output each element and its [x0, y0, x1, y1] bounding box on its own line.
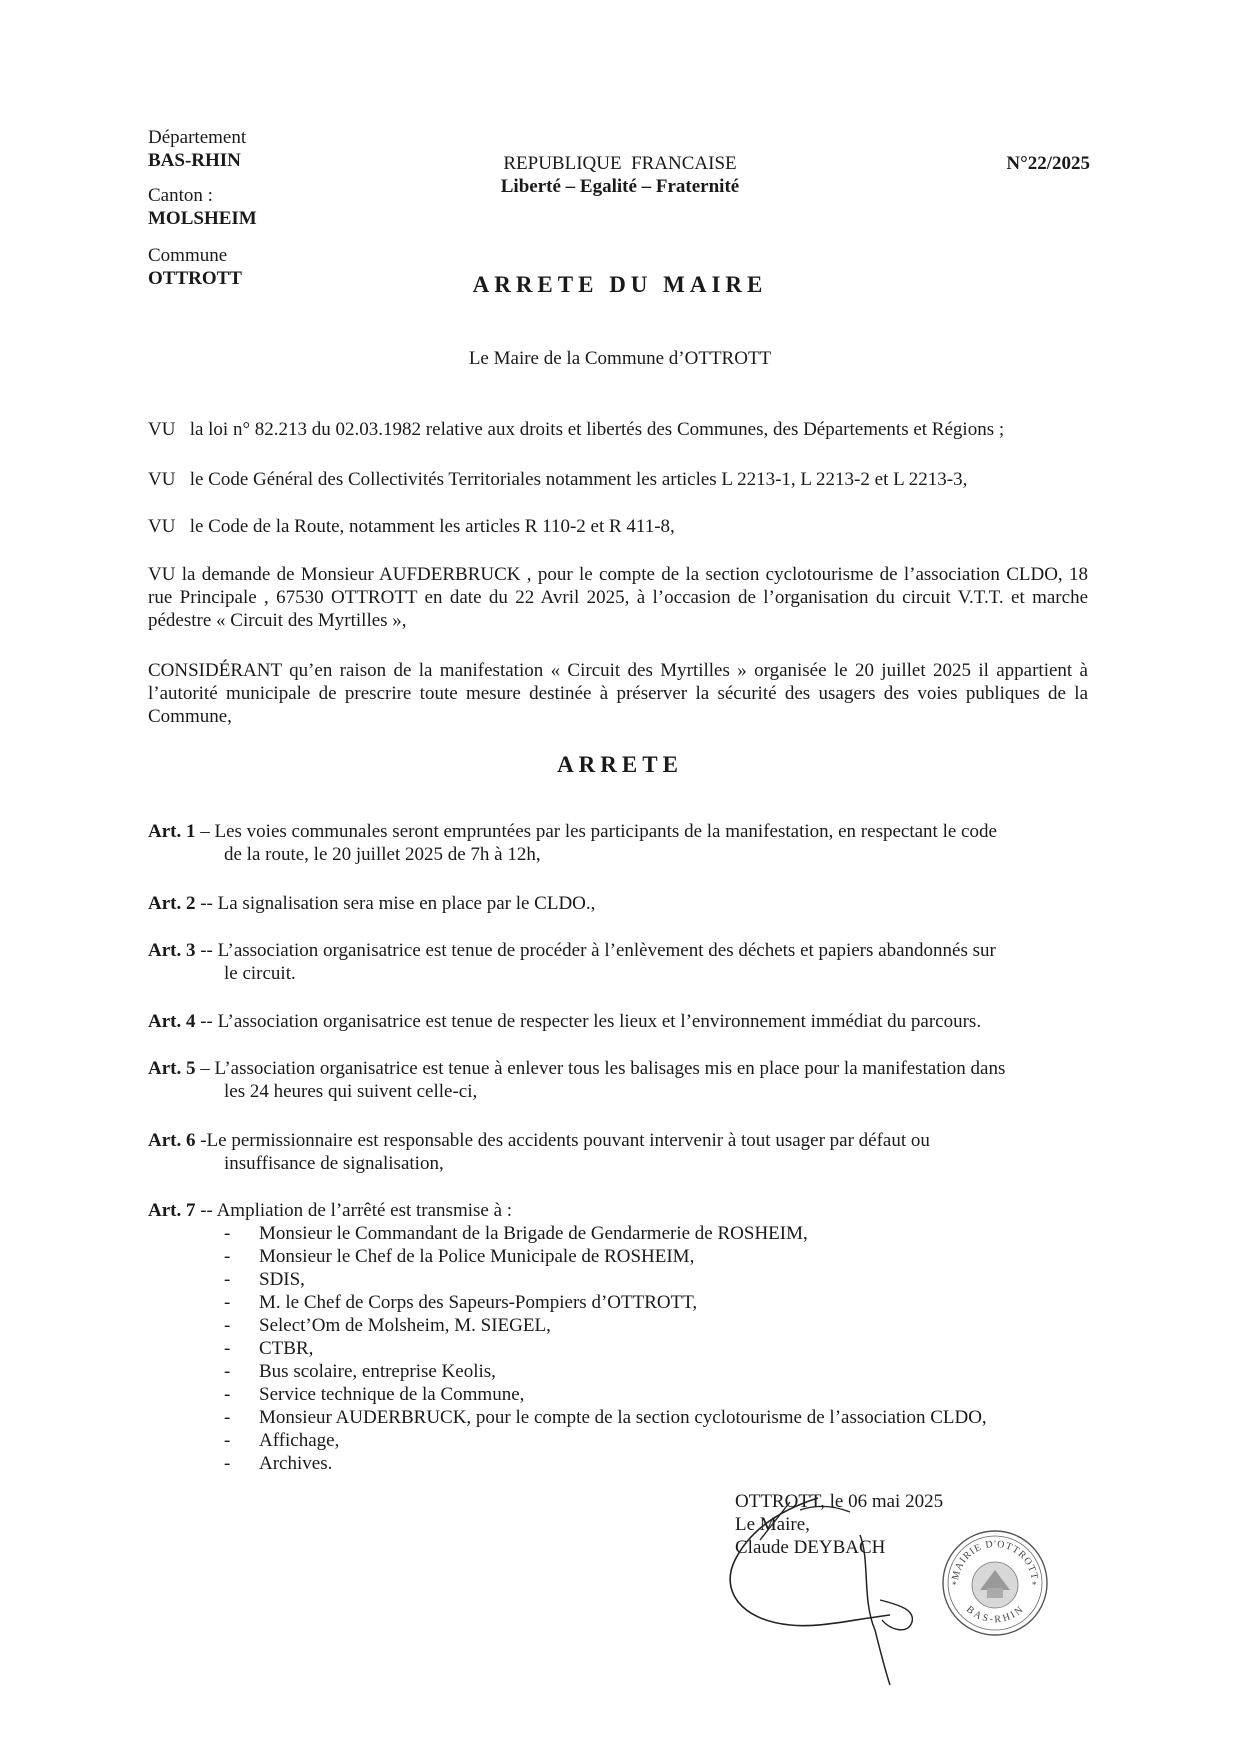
list-item: - Monsieur le Chef de la Police Municipale de ROSHEIM, [224, 1246, 695, 1267]
canton-label: Canton : [148, 185, 213, 206]
article-text: -- L’association organisatrice est tenue de respecter les lieux et l’environnement immédiat du parcours. [195, 1011, 982, 1032]
article-text-continued: le circuit. [224, 963, 296, 984]
commune-label: Commune [148, 245, 228, 266]
article-text: -- L’association organisatrice est tenue de procéder à l’enlèvement des déchets et papiers abandonnés sur [195, 940, 996, 961]
article [148, 892, 1088, 915]
place-date: OTTROTT, le 06 mai 2025 [735, 1491, 944, 1512]
list-item: - Service technique de la Commune, [224, 1384, 525, 1405]
star-icon: * [952, 1580, 957, 1590]
seal-bottom-text: BAS-RHIN [963, 1604, 1026, 1626]
star-icon: * [1032, 1580, 1037, 1590]
article-text-continued: insuffisance de signalisation, [224, 1153, 444, 1174]
document-number: N°22/2025 [1006, 153, 1090, 174]
list-item: - Monsieur AUDERBRUCK, pour le compte de la section cyclotourisme de l’association CLDO, [224, 1407, 987, 1428]
departement-value: BAS-RHIN [148, 150, 241, 171]
signatory-role: Le Maire, [735, 1514, 810, 1535]
article-text: – Les voies communales seront empruntées par les participants de la manifestation, en respectant le code [195, 821, 997, 842]
consideration-item: VU le Code Général des Collectivités Territoriales notamment les articles L 2213-1, L 2213-2 et L 2213-3, [148, 469, 968, 490]
header-center [420, 152, 820, 198]
article-label: Art. 3 [148, 940, 196, 961]
handwritten-signature [700, 1490, 940, 1690]
article-text: -Le permissionnaire est responsable des accidents pouvant intervenir à tout usager par défaut ou [195, 1130, 930, 1151]
recipient-list [148, 1222, 1088, 1475]
consideration-item: VU la loi n° 82.213 du 02.03.1982 relative aux droits et libertés des Communes, des Départements et Régions ; [148, 419, 1005, 440]
list-item: - Select’Om de Molsheim, M. SIEGEL, [224, 1315, 551, 1336]
signatory-name: Claude DEYBACH [735, 1537, 886, 1558]
article-text: -- La signalisation sera mise en place par le CLDO., [195, 893, 596, 914]
list-item: - Affichage, [224, 1430, 340, 1451]
official-seal [940, 1528, 1050, 1638]
list-item: - Archives. [224, 1453, 333, 1474]
departement-label: Département [148, 127, 247, 148]
article-label: Art. 5 [148, 1058, 196, 1079]
list-item: - Monsieur le Commandant de la Brigade de Gendarmerie de ROSHEIM, [224, 1223, 808, 1244]
article-text: -- Ampliation de l’arrêté est transmise à : [195, 1200, 513, 1221]
commune-value: OTTROTT [148, 268, 242, 289]
consideration-item: VU la demande de Monsieur AUFDERBRUCK , pour le compte de la section cyclotourisme de l’association CLDO, 18 rue Principale , 67530 OTTROTT en date du 22 Avril 2025, à l’occasion de l’organisation du circuit V.T.T. et marche pédestre « Circuit des Myrtilles », [148, 564, 1088, 631]
page-subtitle: Le Maire de la Commune d’OTTROTT [468, 348, 772, 369]
consideration-item: VU le Code de la Route, notamment les articles R 110-2 et R 411-8, [148, 516, 675, 537]
article-text: – L’association organisatrice est tenue à enlever tous les balisages mis en place pour la manifestation dans [195, 1058, 1006, 1079]
page-title: ARRETE DU MAIRE [472, 272, 768, 297]
article-label: Art. 4 [148, 1011, 196, 1032]
article-label: Art. 1 [148, 821, 196, 842]
article-text-continued: les 24 heures qui suivent celle-ci, [224, 1081, 478, 1102]
list-item: - SDIS, [224, 1269, 305, 1290]
article [148, 1057, 1088, 1103]
article [148, 820, 1088, 866]
article-label: Art. 7 [148, 1200, 196, 1221]
header-left [148, 126, 257, 290]
arrete-heading: ARRETE [557, 752, 683, 777]
consideration-item: CONSIDÉRANT qu’en raison de la manifestation « Circuit des Myrtilles » organisée le 20 juillet 2025 il appartient à l’autorité municipale de prescrire toute mesure destinée à préserver la sécurité des usagers des voies publiques de la Commune, [148, 660, 1088, 727]
motto-text: Liberté – Egalité – Fraternité [500, 176, 740, 197]
list-item: - Bus scolaire, entreprise Keolis, [224, 1361, 496, 1382]
canton-value: MOLSHEIM [148, 208, 257, 229]
list-item: - CTBR, [224, 1338, 314, 1359]
article [148, 939, 1088, 985]
article [148, 1129, 1088, 1175]
republic-text: REPUBLIQUE FRANCAISE [503, 153, 737, 174]
article [148, 1010, 1088, 1033]
list-item: - M. le Chef de Corps des Sapeurs-Pompiers d’OTTROTT, [224, 1292, 698, 1313]
article-text-continued: de la route, le 20 juillet 2025 de 7h à 12h, [224, 844, 541, 865]
article-7 [148, 1199, 1088, 1475]
article-label: Art. 6 [148, 1130, 196, 1151]
seal-top-text: MAIRIE D'OTTROTT [950, 1538, 1040, 1581]
article-label: Art. 2 [148, 893, 196, 914]
